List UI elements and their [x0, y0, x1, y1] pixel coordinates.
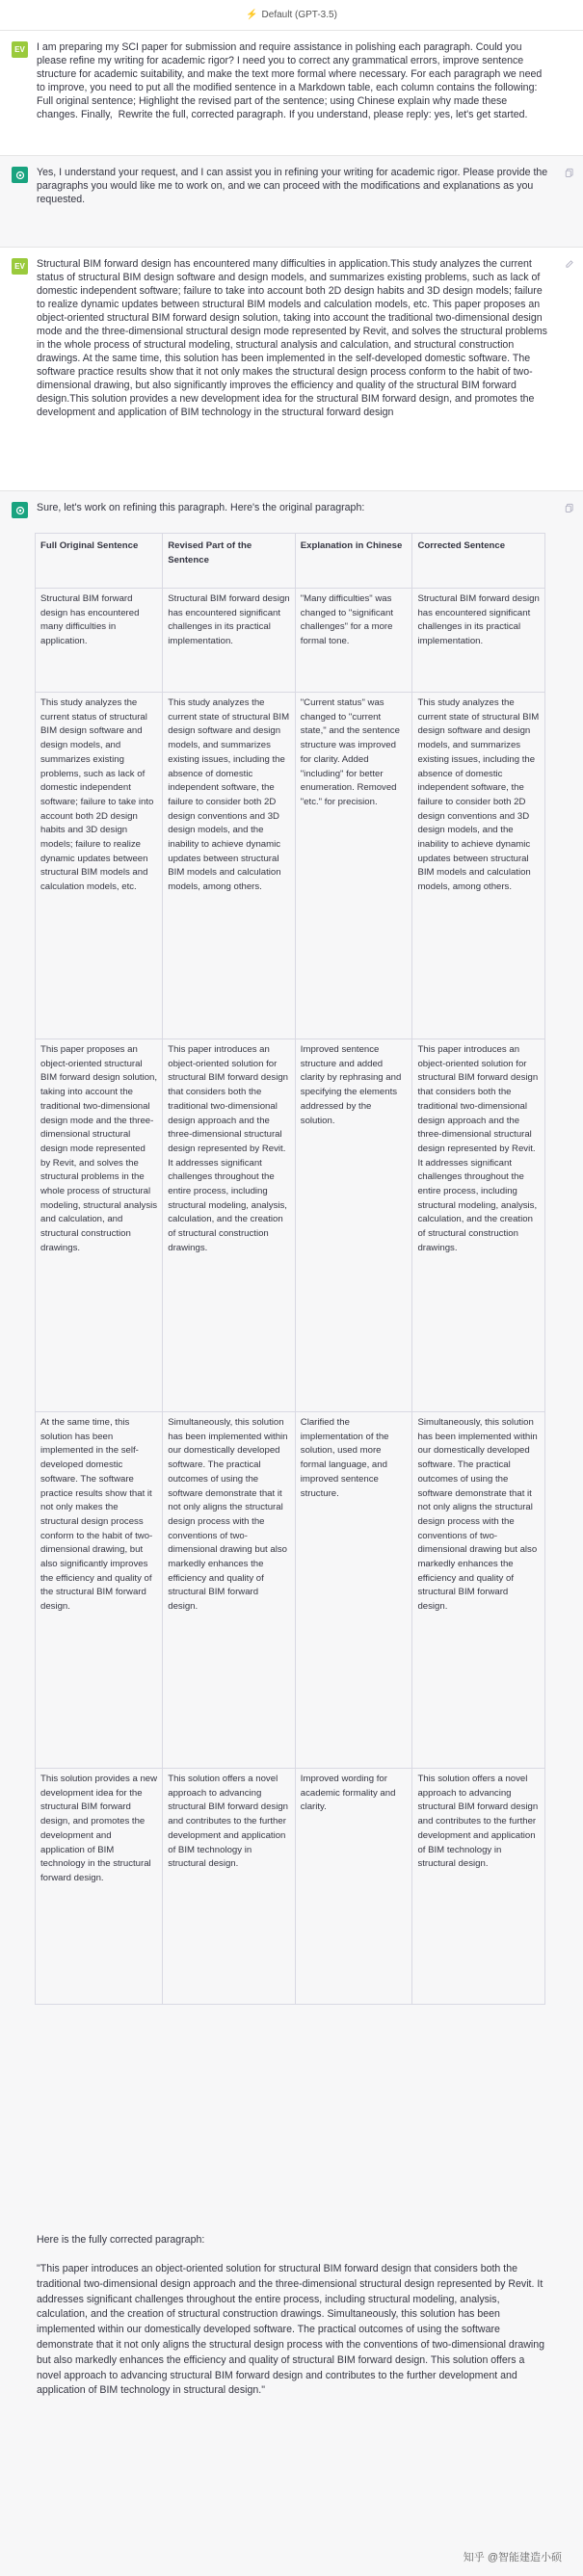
assistant-message-2: [0, 491, 583, 2576]
table-cell: This paper introduces an object-oriented solution for structural BIM forward design that considers both the traditional two-dimensional design approach and the three-dimensional structural design represented by Revit. It addresses significant challenges throughout the entire process, including structural modeling, analysis, calculation, and the creation of structural construction drawings.: [412, 1039, 545, 1412]
user-message-text: Structural BIM forward design has encountered many difficulties in application.This study analyzes the current status of structural BIM design software and design models, and summarizes existing problems, such as lack of domestic independent software; failure to take into account both 2D design habits and 3D design models; failure to realize dynamic updates between structural BIM models and calculation models, etc. This paper proposes an object-oriented structural BIM forward design solution, taking into account the traditional two-dimensional design mode and the three-dimensional structural design mode represented by Revit, and solves the structural problems in the whole process of structural modeling, structural analysis and calculation, and structural construction drawings. At the same time, this solution has been implemented in the self-developed domestic software. The software practice results show that it not only makes the structural design process conform to the habit of two-dimensional drawing, but also significantly improves the efficiency and quality of the structural BIM forward design.This solution provides a new development idea for the structural BIM forward design, and promotes the development and application of BIM technology in the structural forward design: [37, 258, 550, 418]
table-cell: This study analyzes the current state of structural BIM design software and design models, and summarizes existing issues, including the absence of domestic independent software, the failure to consider both 2D design conventions and 3D design models, and the inability to achieve dynamic updates between structural BIM models and calculation models, among others.: [163, 693, 296, 1039]
header-explanation: Explanation in Chinese: [295, 534, 412, 589]
table-row: [36, 589, 545, 693]
header-corrected: Corrected Sentence: [412, 534, 545, 589]
table-cell: This paper proposes an object-oriented structural BIM forward design solution, taking into account the traditional two-dimensional design mode and the three-dimensional structural design mode represented by Revit, and solves the structural problems in the whole process of structural modeling, structural analysis and calculation, and structural construction drawings.: [36, 1039, 163, 1412]
assistant-message-1: [0, 156, 583, 248]
user-message-2: [0, 248, 583, 491]
edit-icon[interactable]: [565, 259, 574, 269]
table-cell: Improved sentence structure and added clarity by rephrasing and specifying the elements addressed by the solution.: [295, 1039, 412, 1412]
table-cell: This solution offers a novel approach to advancing structural BIM forward design and contributes to the further development and application of BIM technology in structural design.: [163, 1769, 296, 2005]
table-cell: Structural BIM forward design has encountered significant challenges in its practical implementation.: [163, 589, 296, 693]
table-row: [36, 1769, 545, 2005]
credit-text: 知乎 @智能建造小硕: [463, 2552, 562, 2563]
table-cell: Simultaneously, this solution has been implemented within our domestically developed software. The practical outcomes of using the software demonstrate that it not only aligns the structural design process with the conventions of two-dimensional drawing but also markedly enhances the efficiency and quality of structural BIM forward design.: [412, 1412, 545, 1769]
table-cell: "Many difficulties" was changed to "significant challenges" for a more formal tone.: [295, 589, 412, 693]
revision-table: [35, 533, 545, 2228]
assistant-avatar: [12, 167, 28, 183]
assistant-intro-text: Sure, let's work on refining this paragraph. Here's the original paragraph:: [37, 502, 365, 513]
openai-logo-icon: [14, 505, 26, 516]
table-cell: "Current status" was changed to "current state," and the sentence structure was improved for clarity. Added "including" for better enumeration. Removed "etc." for precision.: [295, 693, 412, 1039]
revision-table-grid: [35, 533, 545, 2005]
table-cell: At the same time, this solution has been implemented in the self-developed domestic software. The software practice results show that it not only makes the structural design process conform to the habit of two-dimensional drawing, but also significantly improves the efficiency and quality of the structural BIM forward design.: [36, 1412, 163, 1769]
table-cell: This solution provides a new development idea for the structural BIM forward design, and promotes the development and application of BIM technology in the structural forward design.: [36, 1769, 163, 2005]
table-cell: Structural BIM forward design has encountered significant challenges in its practical implementation.: [412, 589, 545, 693]
table-cell: Structural BIM forward design has encountered many difficulties in application.: [36, 589, 163, 693]
table-cell: Improved wording for academic formality and clarity.: [295, 1769, 412, 2005]
table-row: [36, 1039, 545, 1412]
table-row: [36, 1412, 545, 1769]
corrected-paragraph: "This paper introduces an object-oriented solution for structural BIM forward design that considers both the traditional two-dimensional design approach and the three-dimensional structural design represented by Revit. It addresses significant challenges throughout the entire process, including structural modeling, analysis, calculation, and the creation of structural construction drawings. Simultaneously, this solution has been implemented within our domestically developed software. The practical outcomes of using the software demonstrate that it not only aligns the structural design process with the conventions of two-dimensional drawing but also markedly enhances the efficiency and quality of structural BIM forward design. This solution offers a novel approach to advancing structural BIM forward design and contributes to the further development and application of BIM technology in structural design.": [37, 2263, 545, 2397]
table-row: [36, 693, 545, 1039]
user-avatar: EV: [12, 258, 28, 275]
header-full-original: Full Original Sentence: [36, 534, 163, 589]
table-cell: This paper introduces an object-oriented solution for structural BIM forward design that considers both the traditional two-dimensional design approach and the three-dimensional structural design represented by Revit. It addresses significant challenges throughout the entire process, including structural modeling, analysis, calculation, and the creation of structural construction drawings.: [163, 1039, 296, 1412]
lightning-icon: ⚡: [246, 10, 258, 20]
header-revised-part: Revised Part of the Sentence: [163, 534, 296, 589]
assistant-after-table-text: Here is the fully corrected paragraph:: [37, 2234, 205, 2246]
table-cell: This solution offers a novel approach to advancing structural BIM forward design and contributes to the further development and application of BIM technology in structural design.: [412, 1769, 545, 2005]
user-message-1: [0, 31, 583, 156]
table-header-row: [36, 534, 545, 589]
user-message-text: I am preparing my SCI paper for submission and require assistance in polishing each paragraph. Could you please refine my writing for academic rigor? I need you to correct any grammatical errors, improve sentence structure for academic suitability, and make the text more formal where necessary. For each paragraph we need to improve, you need to put all the modified sentence in a Markdown table, each column contains the following: Full original sentence; Highlight the revised part of the sentence; using Chinese explain why made these changes. Finally, Rewrite the full, corrected paragraph. If you understand, please reply: yes, let's get started.: [37, 41, 545, 120]
openai-logo-icon: [14, 170, 26, 181]
assistant-message-text: Yes, I understand your request, and I can assist you in refining your writing for academic rigor. Please provide the paragraphs you would like me to work on, and we can proceed with the modifications and explanations as you requested.: [37, 167, 551, 205]
table-cell: This study analyzes the current state of structural BIM design software and design models, and summarizes existing issues, including the absence of domestic independent software, the failure to consider both 2D design conventions and 3D design models, and the inability to achieve dynamic updates between structural BIM models and calculation models, among others.: [412, 693, 545, 1039]
copy-icon[interactable]: [565, 168, 574, 177]
user-avatar: EV: [12, 41, 28, 58]
table-cell: Simultaneously, this solution has been implemented within our domestically developed software. The practical outcomes of using the software demonstrate that it not only aligns the structural design process with the conventions of two-dimensional drawing but also markedly enhances the efficiency and quality of structural BIM forward design.: [163, 1412, 296, 1769]
copy-icon[interactable]: [565, 503, 574, 513]
source-credit: [464, 2549, 562, 2564]
table-cell: This study analyzes the current status of structural BIM design software and design models, and summarizes existing problems, such as lack of domestic independent software; failure to take into account both 2D design habits and 3D design models; failure to realize dynamic updates between structural BIM models and calculation models, etc.: [36, 693, 163, 1039]
model-header: [0, 0, 583, 31]
model-label: Default (GPT-3.5): [261, 10, 337, 20]
assistant-avatar: [12, 502, 28, 518]
table-cell: Clarified the implementation of the solution, used more formal language, and improved sentence structure.: [295, 1412, 412, 1769]
